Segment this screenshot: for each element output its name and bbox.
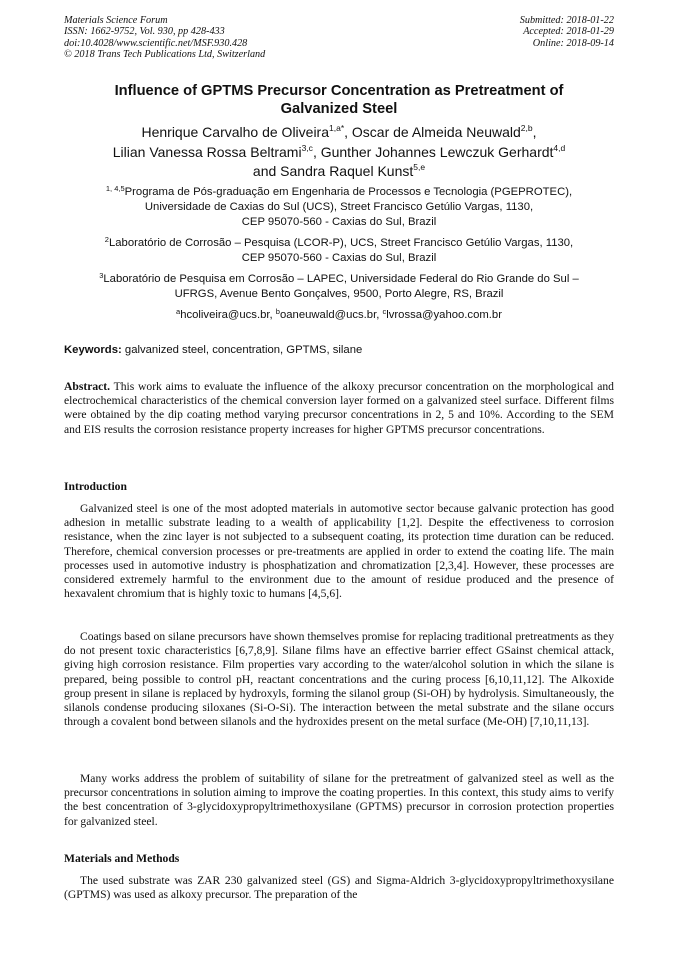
affil-line: CEP 95070-560 - Caxias do Sul, Brazil — [241, 216, 437, 228]
author-list — [64, 123, 614, 182]
author-affil-sup: 5,e — [413, 162, 426, 172]
title-line-1: Influence of GPTMS Precursor Concentration as Pretreatment of — [114, 83, 564, 99]
affil-sup: 2 — [104, 235, 109, 244]
author-affil-sup: 4,d — [553, 142, 566, 153]
author-name: Gunther Johannes Lewczuk Gerhardt — [320, 143, 554, 160]
keywords-label: Keywords: — [64, 344, 122, 356]
author-line-3 — [64, 162, 614, 182]
affil-sup: 1, 4,5 — [105, 184, 125, 193]
journal-copyright: © 2018 Trans Tech Publications Ltd, Switzerland — [64, 48, 266, 60]
journal-header — [64, 15, 265, 60]
affil-line: UFRGS, Avenue Bento Gonçalves, 9500, Porto Alegre, RS, Brazil — [174, 288, 504, 300]
methods-paragraph: The used substrate was ZAR 230 galvanized steel (GS) and Sigma-Aldrich 3-glycidoxypropyltrimethoxysilane (GPTMS) was used as alkoxy precursor. The preparation of the — [64, 874, 614, 902]
author-name: Oscar de Almeida Neuwald — [351, 124, 521, 140]
intro-paragraph-2: Coatings based on silane precursors have shown themselves promise for replacing traditional pretreatments as they do not present toxic characteristics [6,7,8,9]. Silane films have an effective barrier effect GSainst chemical attack, giving high corrosion resistance. Film properties vary according to the water/alcohol solution in which the silane is prepared, being possible to control pH, reactant concentrations and the curing process [6,10,11,12]. The Alkoxide group present in silane is replaced by hydroxyls, forming the silanol group (Si-OH) by hydrolysis. Simultaneously, the silanols condense producing siloxanes (Si-O-Si). The interaction between the metal substrate and the silane occurs through a covalent bond between silanols and the hydroxides present on the metal surface (Me-OH) [7,10,11,13]. — [64, 630, 614, 729]
journal-doi: doi:10.4028/www.scientific.net/MSF.930.428 — [64, 37, 248, 49]
affiliation-2 — [64, 236, 614, 266]
email-link[interactable]: oaneuwald@ucs.br — [279, 309, 377, 321]
journal-name: Materials Science Forum — [64, 15, 168, 26]
dates-header — [520, 15, 614, 49]
online-date: Online: 2018-09-14 — [532, 37, 614, 49]
abstract-text: This work aims to evaluate the influence of the alkoxy precursor concentration on the morphological and electrochemical characteristics of the chemical conversion layer formed on a galvanized steel surface. Different films were obtained by the dip coating method varying precursor concentrations in 2, 5 and 10%. According to the SEM and EIS results the corrosion resistance property increases for higher GPTMS precursor concentrations. — [64, 380, 614, 436]
affil-sup: 3 — [99, 271, 104, 280]
affil-line: Laboratório de Corrosão – Pesquisa (LCOR-P), UCS, Street Francisco Getúlio Vargas, 1130, — [108, 237, 574, 249]
email-sup: b — [275, 307, 280, 316]
keywords-text: galvanized steel, concentration, GPTMS, silane — [124, 344, 363, 356]
author-name: Henrique Carvalho de Oliveira — [141, 124, 330, 140]
intro-paragraph-3: Many works address the problem of suitability of silane for the pretreatment of galvanized steel as well as the precursor concentrations in solution aiming to improve the coating properties. In this context, this study aims to verify the best concentration of 3-glycidoxypropyltrimethoxysilane (GPTMS) precursor in corrosion protection properties for galvanized steel. — [64, 772, 614, 828]
author-line-1: Henrique Carvalho de Oliveira$^{1,a*}$, Oscar de Almeida Neuwald$^{2,b}$, — [141, 123, 537, 140]
title-line-2: Galvanized Steel — [280, 101, 398, 117]
author-and: and — [252, 163, 277, 179]
abstract-label: Abstract. — [64, 380, 111, 393]
keywords-line — [64, 343, 614, 357]
affiliation-3 — [64, 272, 614, 302]
intro-paragraph-1: Galvanized steel is one of the most adopted materials in automotive sector because galvanic protection has good adhesion in metallic substrate leading to a wealth of applicability [1,2]. Despite the effectiveness to corrosion resistance, when the zinc layer is not subjected to a subsequent coating, its protection time duration can be reduced. Therefore, chemical conversion processes or pre-treatments are applied in order to extend the coating life. The main processes used in automotive industry is phosphatization and chromatization [2,3,4]. However, these processes are considered extremely harmful to the environment due to the amount of residue produced and the presence of hexavalent chromium that is highly toxic to humans [4,5,6]. — [64, 502, 614, 601]
paper-title — [64, 82, 614, 118]
journal-issn: ISSN: 1662-9752, Vol. 930, pp 428-433 — [64, 26, 225, 38]
email-link[interactable]: lvrossa@yahoo.com.br — [386, 309, 502, 321]
affiliation-1 — [64, 185, 614, 230]
methods-heading: Materials and Methods — [64, 852, 180, 865]
author-name: Sandra Raquel Kunst — [280, 163, 414, 179]
accepted-date: Accepted: 2018-01-29 — [523, 26, 614, 38]
affil-line: Laboratório de Pesquisa em Corrosão – LAPEC, Universidade Federal do Rio Grande do Sul – — [103, 273, 579, 285]
author-affil-sup: 2,b — [520, 123, 533, 133]
introduction-heading: Introduction — [64, 480, 127, 493]
affil-line: CEP 95070-560 - Caxias do Sul, Brazil — [241, 252, 437, 264]
email-link[interactable]: hcoliveira@ucs.br — [180, 309, 270, 321]
author-line-2: Lilian Vanessa Rossa Beltrami$^{3,c}$, Gunther Johannes Lewczuk Gerhardt$^{4,d}$ — [112, 142, 566, 160]
submitted-date: Submitted: 2018-01-22 — [519, 15, 614, 26]
email-list: $^a$hcoliveira@ucs.br, $^b$oaneuwald@ucs.br, $^c$lvrossa@yahoo.com.br — [176, 307, 502, 321]
abstract — [64, 380, 614, 437]
author-affil-sup: 1,a* — [329, 123, 345, 133]
email-sup: c — [382, 307, 387, 316]
author-name: Lilian Vanessa Rossa Beltrami — [112, 143, 302, 160]
affil-line: Universidade de Caxias do Sul (UCS), Street Francisco Getúlio Vargas, 1130, — [144, 201, 534, 213]
author-affil-sup: 3,c — [301, 142, 313, 153]
email-sup: a — [176, 307, 181, 316]
affil-line: Programa de Pós-graduação em Engenharia de Processos e Tecnologia (PGEPROTEC), — [124, 186, 573, 198]
